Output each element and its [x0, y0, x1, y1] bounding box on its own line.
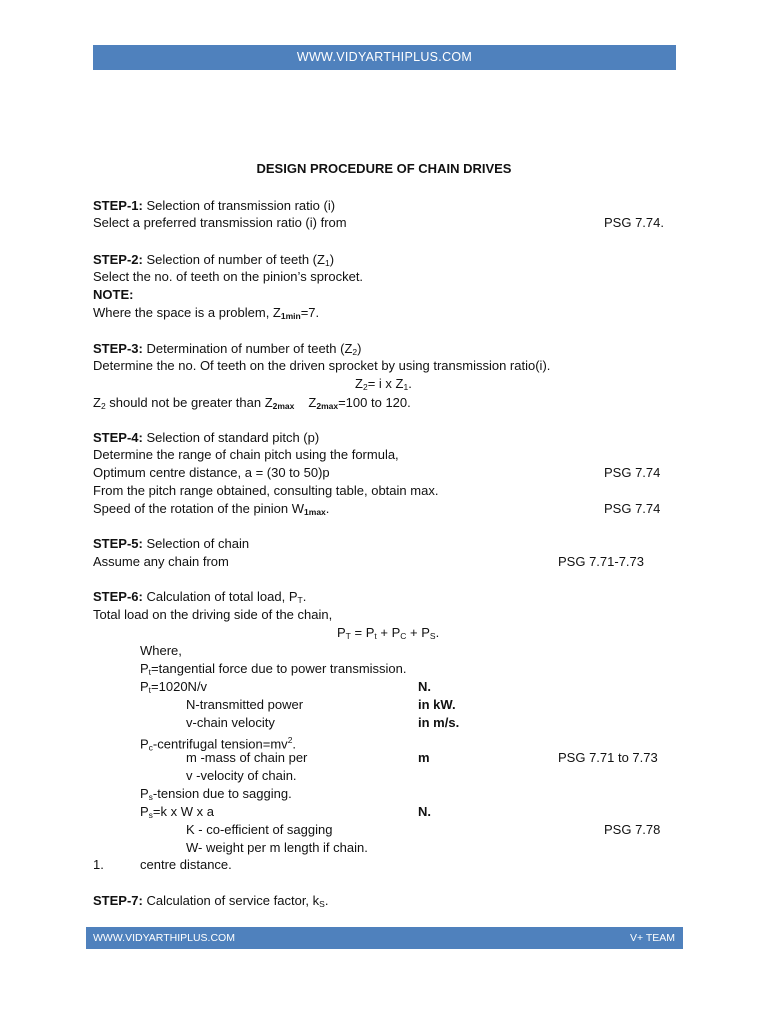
m-unit: m [418, 750, 430, 765]
step4-ref1: PSG 7.74 [604, 465, 661, 480]
n-unit: in kW. [418, 697, 456, 712]
step2-heading-text: Selection of number of teeth (Z [146, 252, 325, 267]
limit-z2max-sub2: 2max [316, 401, 339, 411]
step2-note: NOTE: [93, 287, 134, 302]
document-title: DESIGN PROCEDURE OF CHAIN DRIVES [256, 161, 512, 176]
ps-unit: N. [418, 804, 431, 819]
step1-heading [93, 197, 335, 215]
pc-p: P [140, 736, 149, 752]
pt-def-text: =tangential force due to power transmission. [151, 661, 407, 676]
k-ref: PSG 7.78 [604, 822, 661, 837]
list-item-number: 1. [93, 857, 104, 872]
pt-unit: N. [418, 679, 431, 694]
step7-heading-end: . [324, 893, 329, 908]
formula-z1-sub: 1 [403, 382, 409, 392]
list-item-text: centre distance. [140, 857, 232, 872]
f-pt2-sub: t [374, 631, 377, 641]
step6-where: Where, [140, 643, 182, 658]
step3-formula [355, 375, 412, 393]
step6-heading-sub: T [297, 595, 303, 605]
step4-line4-end: . [325, 501, 330, 516]
step5-ref: PSG 7.71-7.73 [558, 554, 644, 569]
step5-line: Assume any chain from [93, 554, 229, 569]
v-definition: v-chain velocity [186, 715, 275, 730]
step7-heading [93, 892, 328, 910]
w-definition: W- weight per m length if chain. [186, 840, 368, 855]
step3-line: Determine the no. Of teeth on the driven sprocket by using transmission ratio(i). [93, 358, 551, 373]
step4-line4-sub: 1max [304, 507, 326, 517]
step2-where [93, 304, 319, 322]
step2-where-text: Where the space is a problem, Z [93, 305, 281, 320]
footer-banner [86, 927, 683, 949]
step2-line: Select the no. of teeth on the pinion’s sprocket. [93, 269, 364, 284]
header-banner [93, 45, 676, 70]
f-end: . [435, 625, 440, 640]
pt-eq-p: P [140, 679, 149, 694]
footer-team: V+ TEAM [629, 932, 675, 944]
step3-heading [93, 340, 361, 358]
f-ps-sub: S [429, 631, 436, 641]
limit-z2-sub: 2 [100, 401, 106, 411]
step4-label: STEP-4: [93, 430, 143, 445]
limit-z2max: Z [308, 395, 317, 410]
step4-line4-text: Speed of the rotation of the pinion W [93, 501, 305, 516]
step4-heading-text: Selection of standard pitch (p) [146, 430, 320, 445]
step6-heading-text: Calculation of total load, P [146, 589, 298, 604]
step5-label: STEP-5: [93, 536, 143, 551]
step2-where-end: =7. [300, 305, 320, 320]
vv-definition: v -velocity of chain. [186, 768, 297, 783]
step2-heading-sub: 1 [324, 258, 330, 268]
step5-heading-text: Selection of chain [146, 536, 250, 551]
ps-eq-text: =k x W x a [152, 804, 214, 819]
step6-heading-end: . [302, 589, 307, 604]
step6-line: Total load on the driving side of the chain, [93, 607, 333, 622]
pt-eq-text: =1020N/v [151, 679, 208, 694]
ps-text: -tension due to sagging. [152, 786, 292, 801]
step4-line2: Optimum centre distance, a = (30 to 50)p [93, 465, 330, 480]
step7-label: STEP-7: [93, 893, 143, 908]
step6-label: STEP-6: [93, 589, 143, 604]
step5-heading [93, 535, 249, 553]
f-plus3: + P [406, 625, 430, 640]
step4-line1: Determine the range of chain pitch using the formula, [93, 447, 399, 462]
pt-definition [140, 660, 407, 678]
step2-where-sub: 1min [280, 311, 301, 321]
formula-z2: Z [355, 376, 363, 391]
f-pt: P [337, 625, 346, 640]
m-definition: m -mass of chain per [186, 750, 308, 765]
step4-line4 [93, 500, 329, 518]
step3-label: STEP-3: [93, 341, 143, 356]
pc-text: -centrifugal tension=mv [152, 736, 288, 752]
f-plus2: + P [376, 625, 401, 640]
step4-ref2: PSG 7.74 [604, 501, 661, 516]
step6-formula [337, 624, 439, 642]
f-plus1: = P [350, 625, 375, 640]
step3-heading-end: ) [357, 341, 362, 356]
pt-def-sub: t [148, 667, 152, 677]
ps-p: P [140, 786, 149, 801]
pt-eq-sub: t [148, 685, 152, 695]
limit-text: should not be greater than Z [105, 395, 273, 410]
pc-sub: c [148, 742, 153, 753]
pt-def-p: P [140, 661, 149, 676]
limit-z2max-sub: 2max [272, 401, 295, 411]
formula-end: . [408, 376, 412, 391]
pc-definition [140, 731, 297, 753]
step7-heading-sub: S [319, 899, 325, 909]
k-definition: K - co-efficient of sagging [186, 822, 333, 837]
step4-line3: From the pitch range obtained, consulting table, obtain max. [93, 483, 439, 498]
step1-ref: PSG 7.74. [604, 215, 664, 230]
step3-heading-sub: 2 [352, 347, 358, 357]
step4-heading [93, 429, 319, 447]
ps-equation [140, 803, 214, 821]
limit-z2: Z [93, 395, 101, 410]
header-site-link[interactable]: WWW.VIDYARTHIPLUS.COM [296, 50, 473, 64]
ps-sub: s [148, 792, 153, 802]
ps-definition [140, 785, 292, 803]
f-pt-sub: T [345, 631, 351, 641]
pt-equation [140, 678, 207, 696]
step1-label: STEP-1: [93, 198, 143, 213]
pc-sup: 2 [287, 735, 293, 745]
limit-range: =100 to 120. [338, 395, 411, 410]
ps-eq-sub: s [148, 810, 153, 820]
v-unit: in m/s. [418, 715, 460, 730]
step2-heading-end: ) [329, 252, 335, 267]
step6-heading [93, 588, 306, 606]
step7-heading-text: Calculation of service factor, k [146, 893, 320, 908]
formula-z2-sub: 2 [362, 382, 368, 392]
step3-limit [93, 394, 411, 412]
step1-heading-text: Selection of transmission ratio (i) [146, 198, 336, 213]
step2-label: STEP-2: [93, 252, 143, 267]
step2-heading [93, 251, 334, 269]
pc-end: . [292, 736, 297, 752]
formula-eq: = i x Z [367, 376, 404, 391]
step1-line: Select a preferred transmission ratio (i) from [93, 215, 347, 230]
footer-site-link[interactable]: WWW.VIDYARTHIPLUS.COM [93, 932, 235, 944]
step3-heading-text: Determination of number of teeth (Z [146, 341, 353, 356]
f-pc-sub: C [400, 631, 407, 641]
m-ref: PSG 7.71 to 7.73 [558, 750, 658, 765]
n-definition: N-transmitted power [186, 697, 304, 712]
ps-eq-p: P [140, 804, 149, 819]
